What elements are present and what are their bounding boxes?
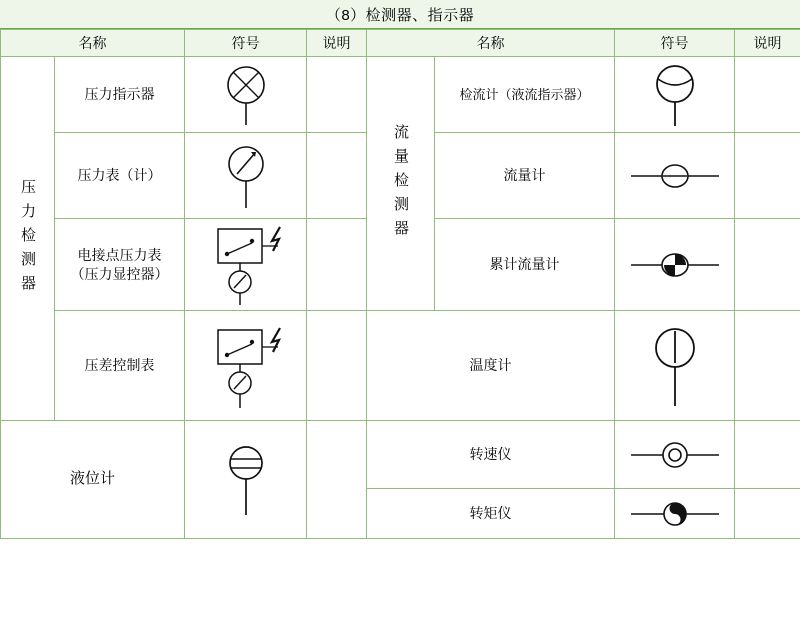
- header-right-note: 说明: [735, 30, 800, 57]
- row-name-electric-contact-gauge-line1: 电接点压力表: [77, 246, 162, 263]
- note-cell-thermometer: [735, 311, 800, 421]
- flow-indicator-icon: [615, 60, 734, 130]
- group-label-pressure: [1, 57, 55, 421]
- group-label-pressure-text: 压力检测器: [19, 179, 36, 299]
- group-label-flow: [367, 57, 435, 311]
- header-right-symbol: 符号: [615, 30, 735, 57]
- note-cell-tachometer: [735, 421, 800, 489]
- row-name-torque-meter: 转矩仪: [367, 489, 615, 539]
- contact-pressure-gauge-icon: [185, 221, 306, 309]
- note-cell-flow-indicator: [735, 57, 800, 133]
- totalizing-flow-meter-icon: [615, 245, 734, 285]
- note-cell-pressure-indicator: [307, 57, 367, 133]
- row-name-totalizing-flow-meter: 累计流量计: [435, 219, 615, 311]
- circle-cross-gauge-icon: [185, 61, 306, 129]
- page-title-text: （8）检测器、指示器: [325, 6, 475, 24]
- note-cell-electric-contact-gauge: [307, 219, 367, 311]
- symbol-cell-flow-indicator: [615, 57, 735, 133]
- symbols-table: [0, 29, 800, 539]
- header-right-name: 名称: [367, 30, 615, 57]
- note-cell-flow-meter: [735, 133, 800, 219]
- header-left-name: 名称: [1, 30, 185, 57]
- dial-gauge-icon: [185, 138, 306, 214]
- note-cell-differential-pressure-switch: [307, 311, 367, 421]
- row-name-pressure-gauge: 压力表（计）: [55, 133, 185, 219]
- note-cell-level-gauge: [307, 421, 367, 539]
- note-cell-pressure-gauge: [307, 133, 367, 219]
- table-row: [1, 57, 800, 133]
- symbol-cell-thermometer: [615, 311, 735, 421]
- header-left-note: 说明: [307, 30, 367, 57]
- page-title: [0, 0, 800, 29]
- row-name-flow-indicator: 检流计（液流指示器）: [435, 57, 615, 133]
- symbol-cell-level-gauge: [185, 421, 307, 539]
- tachometer-icon: [615, 437, 734, 473]
- table-row: [1, 311, 800, 421]
- row-name-electric-contact-gauge: [55, 219, 185, 311]
- symbol-cell-electric-contact-gauge: [185, 219, 307, 311]
- symbol-cell-differential-pressure-switch: [185, 311, 307, 421]
- row-name-differential-pressure-switch: 压差控制表: [55, 311, 185, 421]
- row-name-thermometer: 温度计: [367, 311, 615, 421]
- symbol-cell-flow-meter: [615, 133, 735, 219]
- row-name-flow-meter: 流量计: [435, 133, 615, 219]
- symbol-cell-pressure-indicator: [185, 57, 307, 133]
- note-cell-totalizing-flow-meter: [735, 219, 800, 311]
- group-label-flow-text: 流量检测器: [392, 124, 409, 244]
- thermometer-icon: [615, 318, 734, 414]
- row-name-electric-contact-gauge-line2: （压力显控器）: [70, 265, 169, 282]
- symbol-cell-totalizing-flow-meter: [615, 219, 735, 311]
- row-name-level-gauge: 液位计: [1, 421, 185, 539]
- row-name-pressure-indicator: 压力指示器: [55, 57, 185, 133]
- header-left-symbol: 符号: [185, 30, 307, 57]
- symbol-cell-torque-meter: [615, 489, 735, 539]
- symbol-cell-tachometer: [615, 421, 735, 489]
- level-gauge-icon: [185, 437, 306, 523]
- note-cell-torque-meter: [735, 489, 800, 539]
- table-row: [1, 421, 800, 489]
- differential-pressure-switch-icon: [185, 318, 306, 414]
- symbol-cell-pressure-gauge: [185, 133, 307, 219]
- flow-meter-icon: [615, 156, 734, 196]
- torque-meter-icon: [615, 497, 734, 531]
- row-name-tachometer: 转速仪: [367, 421, 615, 489]
- table-header-row: [1, 30, 800, 57]
